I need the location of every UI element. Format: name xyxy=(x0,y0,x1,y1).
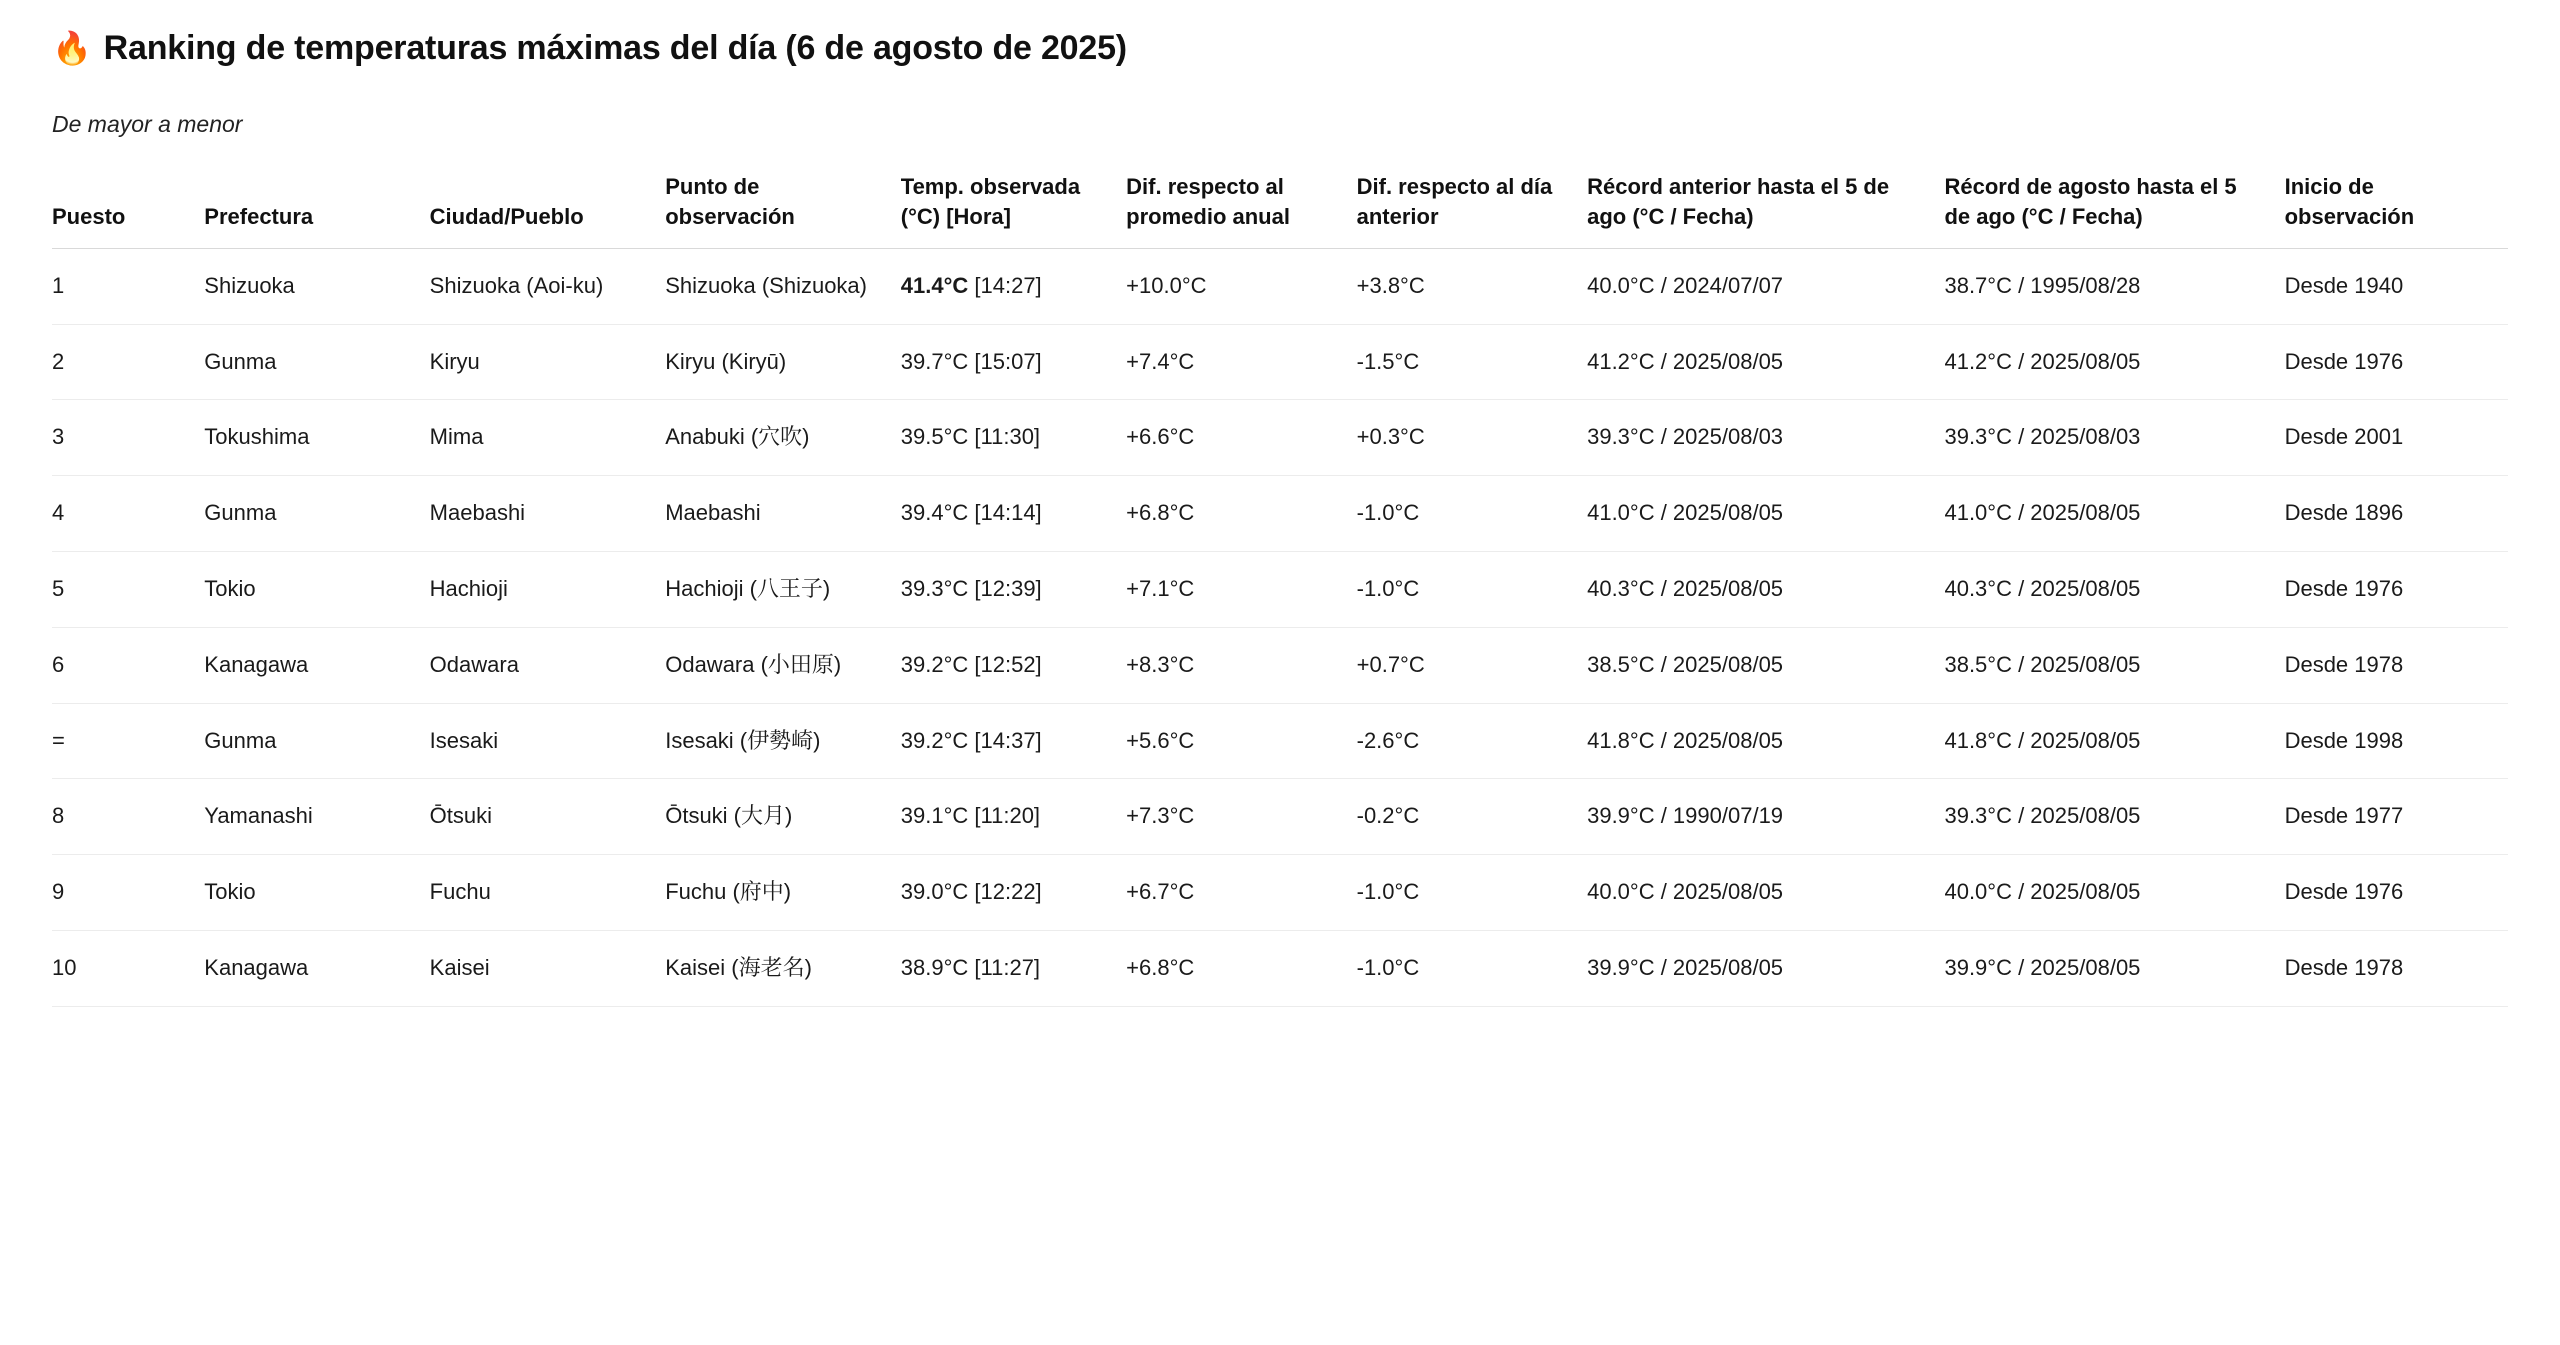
ranking-table xyxy=(52,172,2508,1006)
observation-start-cell: Desde 1978 xyxy=(2285,930,2508,1006)
record-august-cell: 41.0°C / 2025/08/05 xyxy=(1944,476,2284,552)
city-cell: Mima xyxy=(430,400,666,476)
temperature-hour: [11:20] xyxy=(968,803,1041,829)
temperature-hour: [11:30] xyxy=(968,424,1041,450)
observation-start-cell: Desde 2001 xyxy=(2285,400,2508,476)
temperature-cell xyxy=(901,400,1126,476)
station-cell: Kaisei (海老名) xyxy=(665,930,901,1006)
temperature-hour: [11:27] xyxy=(968,954,1041,980)
diff-annual-cell: +7.3°C xyxy=(1126,779,1356,855)
table-row xyxy=(52,324,2508,400)
record-august-cell: 40.3°C / 2025/08/05 xyxy=(1944,551,2284,627)
observation-start-cell: Desde 1940 xyxy=(2285,248,2508,324)
table-row xyxy=(52,930,2508,1006)
col-header-temperature: Temp. observada (°C) [Hora] xyxy=(901,172,1126,248)
diff-annual-cell: +6.8°C xyxy=(1126,930,1356,1006)
page-subtitle: De mayor a menor xyxy=(52,111,243,138)
city-cell: Kiryu xyxy=(430,324,666,400)
temperature-value: 39.4°C xyxy=(900,500,969,526)
record-previous-cell: 41.2°C / 2025/08/05 xyxy=(1587,324,1944,400)
col-header-prefecture: Prefectura xyxy=(204,172,429,248)
prefecture-cell: Kanagawa xyxy=(204,627,429,703)
prefecture-cell: Tokushima xyxy=(204,400,429,476)
temperature-cell xyxy=(901,855,1126,931)
record-august-cell: 41.2°C / 2025/08/05 xyxy=(1944,324,2284,400)
city-cell: Kaisei xyxy=(430,930,666,1006)
rank-cell: 5 xyxy=(52,551,204,627)
table-row xyxy=(52,627,2508,703)
temperature-hour: [14:27] xyxy=(968,272,1042,298)
col-header-diff-annual: Dif. respecto al promedio anual xyxy=(1126,172,1356,248)
diff-prev-day-cell: -1.5°C xyxy=(1357,324,1587,400)
col-header-record-august: Récord de agosto hasta el 5 de ago (°C / Fecha) xyxy=(1944,172,2284,248)
station-cell: Hachioji (八王子) xyxy=(665,551,901,627)
diff-prev-day-cell: -1.0°C xyxy=(1357,930,1587,1006)
col-header-rank: Puesto xyxy=(52,172,204,248)
table-row xyxy=(52,779,2508,855)
table-row xyxy=(52,855,2508,931)
city-cell: Maebashi xyxy=(430,476,666,552)
record-previous-cell: 40.3°C / 2025/08/05 xyxy=(1587,551,1944,627)
table-body xyxy=(52,248,2508,1006)
diff-annual-cell: +6.8°C xyxy=(1126,476,1356,552)
diff-annual-cell: +5.6°C xyxy=(1126,703,1356,779)
rank-cell: 10 xyxy=(52,930,204,1006)
city-cell: Shizuoka (Aoi-ku) xyxy=(430,248,666,324)
station-cell: Kiryu (Kiryū) xyxy=(665,324,901,400)
diff-prev-day-cell: -2.6°C xyxy=(1357,703,1587,779)
prefecture-cell: Shizuoka xyxy=(204,248,429,324)
record-august-cell: 39.3°C / 2025/08/03 xyxy=(1944,400,2284,476)
diff-prev-day-cell: -1.0°C xyxy=(1357,476,1587,552)
table-row xyxy=(52,248,2508,324)
diff-annual-cell: +6.7°C xyxy=(1126,855,1356,931)
diff-prev-day-cell: +3.8°C xyxy=(1357,248,1587,324)
record-august-cell: 40.0°C / 2025/08/05 xyxy=(1944,855,2284,931)
page-title-text: Ranking de temperaturas máximas del día (6 de agosto de 2025) xyxy=(103,29,1127,67)
record-previous-cell: 40.0°C / 2025/08/05 xyxy=(1587,855,1944,931)
record-august-cell: 39.9°C / 2025/08/05 xyxy=(1944,930,2284,1006)
record-previous-cell: 38.5°C / 2025/08/05 xyxy=(1587,627,1944,703)
prefecture-cell: Gunma xyxy=(204,703,429,779)
temperature-hour: [12:52] xyxy=(968,651,1042,677)
record-previous-cell: 39.9°C / 2025/08/05 xyxy=(1587,930,1944,1006)
observation-start-cell: Desde 1976 xyxy=(2285,324,2508,400)
record-august-cell: 38.7°C / 1995/08/28 xyxy=(1944,248,2284,324)
record-august-cell: 39.3°C / 2025/08/05 xyxy=(1944,779,2284,855)
station-cell: Ōtsuki (大月) xyxy=(665,779,901,855)
city-cell: Odawara xyxy=(430,627,666,703)
temperature-cell xyxy=(901,703,1126,779)
prefecture-cell: Gunma xyxy=(204,476,429,552)
temperature-hour: [12:22] xyxy=(968,879,1042,905)
station-cell: Fuchu (府中) xyxy=(665,855,901,931)
prefecture-cell: Kanagawa xyxy=(204,930,429,1006)
prefecture-cell: Gunma xyxy=(204,324,429,400)
record-previous-cell: 40.0°C / 2024/07/07 xyxy=(1587,248,1944,324)
station-cell: Shizuoka (Shizuoka) xyxy=(665,248,901,324)
temperature-hour: [14:37] xyxy=(968,727,1042,753)
rank-cell: = xyxy=(52,703,204,779)
temperature-cell xyxy=(901,476,1126,552)
temperature-value: 39.5°C xyxy=(900,424,969,450)
diff-prev-day-cell: +0.7°C xyxy=(1357,627,1587,703)
diff-prev-day-cell: -1.0°C xyxy=(1357,551,1587,627)
rank-cell: 8 xyxy=(52,779,204,855)
temperature-value: 39.2°C xyxy=(900,651,969,677)
col-header-station: Punto de observación xyxy=(665,172,901,248)
table-header-row xyxy=(52,172,2508,248)
temperature-cell xyxy=(901,248,1126,324)
temperature-value: 41.4°C xyxy=(900,272,969,298)
diff-prev-day-cell: -0.2°C xyxy=(1357,779,1587,855)
record-previous-cell: 41.8°C / 2025/08/05 xyxy=(1587,703,1944,779)
record-august-cell: 38.5°C / 2025/08/05 xyxy=(1944,627,2284,703)
rank-cell: 3 xyxy=(52,400,204,476)
table-row xyxy=(52,703,2508,779)
diff-annual-cell: +6.6°C xyxy=(1126,400,1356,476)
temperature-value: 39.2°C xyxy=(900,727,969,753)
temperature-hour: [14:14] xyxy=(968,500,1042,526)
city-cell: Ōtsuki xyxy=(430,779,666,855)
temperature-cell xyxy=(901,930,1126,1006)
observation-start-cell: Desde 1976 xyxy=(2285,855,2508,931)
record-previous-cell: 39.9°C / 1990/07/19 xyxy=(1587,779,1944,855)
diff-annual-cell: +8.3°C xyxy=(1126,627,1356,703)
temperature-cell xyxy=(901,551,1126,627)
observation-start-cell: Desde 1896 xyxy=(2285,476,2508,552)
rank-cell: 2 xyxy=(52,324,204,400)
observation-start-cell: Desde 1976 xyxy=(2285,551,2508,627)
observation-start-cell: Desde 1977 xyxy=(2285,779,2508,855)
diff-annual-cell: +7.4°C xyxy=(1126,324,1356,400)
temperature-hour: [15:07] xyxy=(968,348,1042,374)
temperature-value: 39.7°C xyxy=(900,348,969,374)
temperature-value: 38.9°C xyxy=(900,954,969,980)
station-cell: Anabuki (穴吹) xyxy=(665,400,901,476)
col-header-diff-prev-day: Dif. respecto al día anterior xyxy=(1357,172,1587,248)
rank-cell: 6 xyxy=(52,627,204,703)
city-cell: Hachioji xyxy=(430,551,666,627)
temperature-cell xyxy=(901,779,1126,855)
table-row xyxy=(52,400,2508,476)
station-cell: Maebashi xyxy=(665,476,901,552)
record-previous-cell: 39.3°C / 2025/08/03 xyxy=(1587,400,1944,476)
temperature-value: 39.3°C xyxy=(900,575,969,601)
temperature-hour: [12:39] xyxy=(968,575,1042,601)
col-header-record-previous: Récord anterior hasta el 5 de ago (°C / Fecha) xyxy=(1587,172,1944,248)
prefecture-cell: Tokio xyxy=(204,855,429,931)
station-cell: Isesaki (伊勢崎) xyxy=(665,703,901,779)
diff-prev-day-cell: -1.0°C xyxy=(1357,855,1587,931)
table-head xyxy=(52,172,2508,248)
diff-annual-cell: +7.1°C xyxy=(1126,551,1356,627)
temperature-cell xyxy=(901,324,1126,400)
observation-start-cell: Desde 1998 xyxy=(2285,703,2508,779)
temperature-value: 39.1°C xyxy=(900,803,969,829)
record-previous-cell: 41.0°C / 2025/08/05 xyxy=(1587,476,1944,552)
rank-cell: 4 xyxy=(52,476,204,552)
col-header-city: Ciudad/Pueblo xyxy=(430,172,666,248)
col-header-observation-start: Inicio de observación xyxy=(2285,172,2508,248)
temperature-cell xyxy=(901,627,1126,703)
record-august-cell: 41.8°C / 2025/08/05 xyxy=(1944,703,2284,779)
page-title xyxy=(52,26,2508,70)
city-cell: Isesaki xyxy=(430,703,666,779)
observation-start-cell: Desde 1978 xyxy=(2285,627,2508,703)
fire-icon: 🔥 xyxy=(52,30,92,67)
diff-prev-day-cell: +0.3°C xyxy=(1357,400,1587,476)
table-row xyxy=(52,476,2508,552)
city-cell: Fuchu xyxy=(430,855,666,931)
table-row xyxy=(52,551,2508,627)
diff-annual-cell: +10.0°C xyxy=(1126,248,1356,324)
prefecture-cell: Yamanashi xyxy=(204,779,429,855)
temperature-value: 39.0°C xyxy=(900,879,969,905)
rank-cell: 9 xyxy=(52,855,204,931)
rank-cell: 1 xyxy=(52,248,204,324)
station-cell: Odawara (小田原) xyxy=(665,627,901,703)
prefecture-cell: Tokio xyxy=(204,551,429,627)
